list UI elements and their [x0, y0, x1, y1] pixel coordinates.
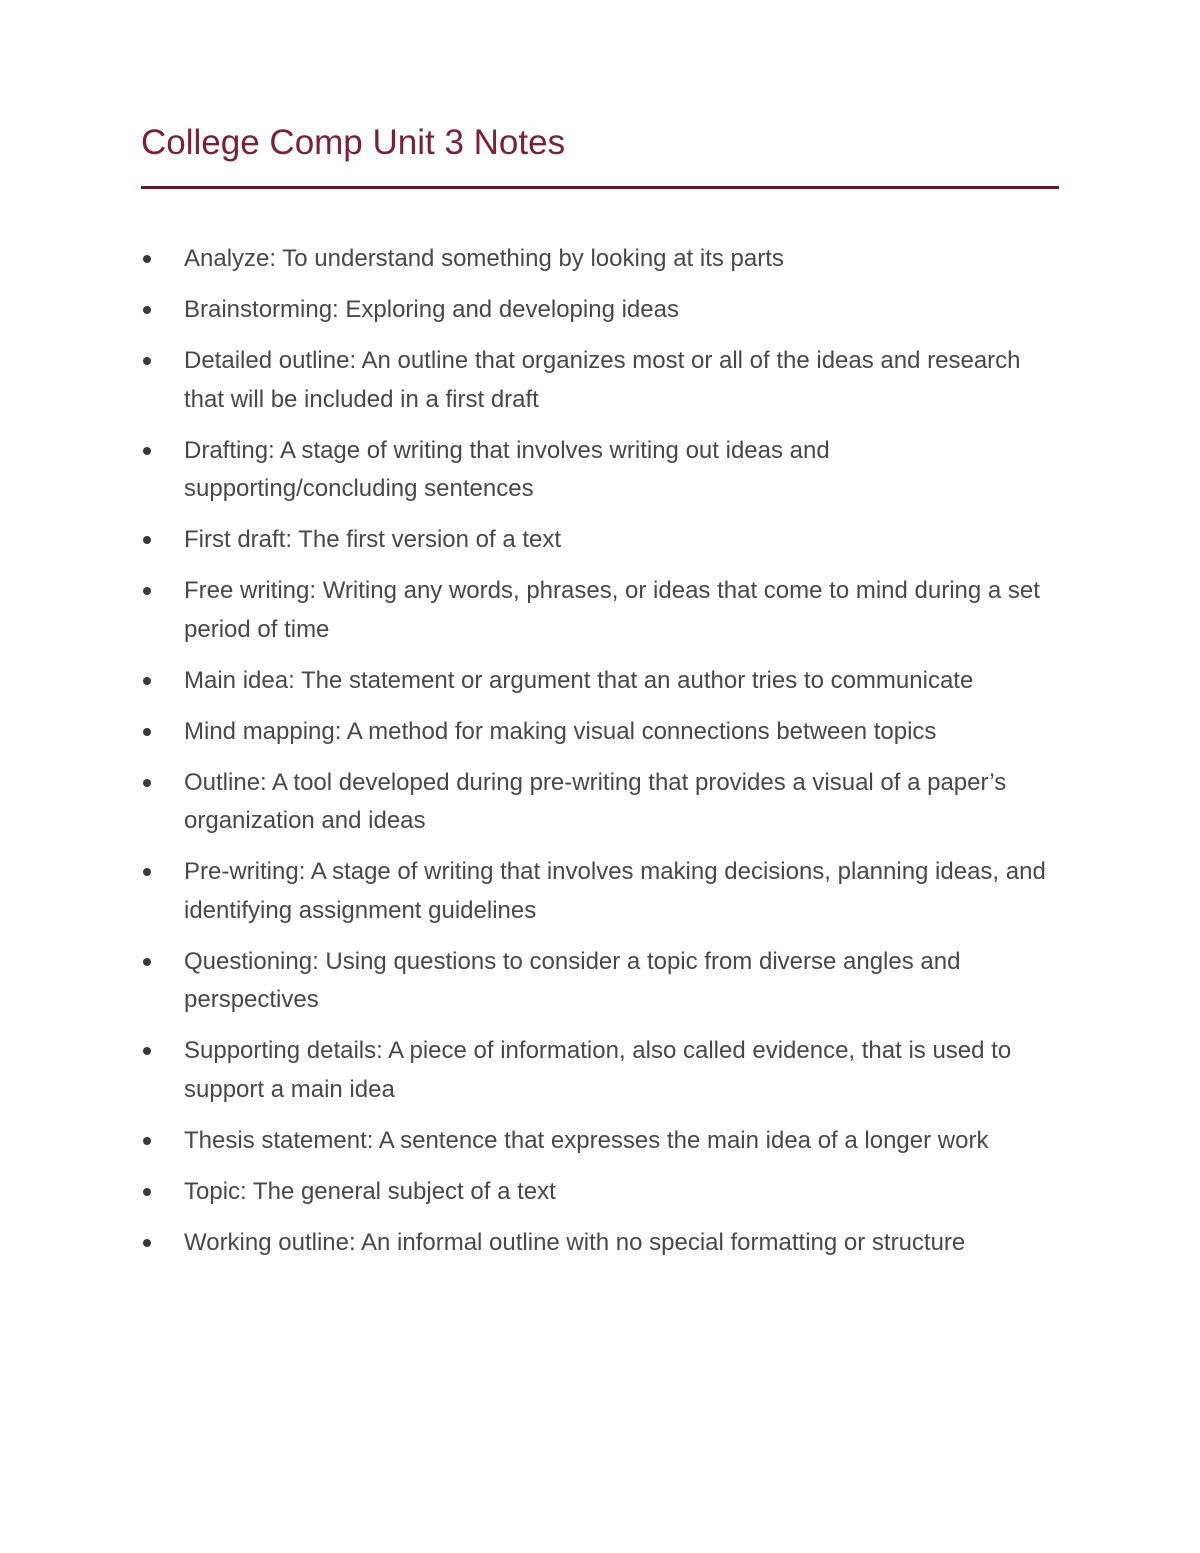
list-item-text: Analyze: To understand something by looking at its parts — [184, 245, 784, 272]
list-item-text: Supporting details: A piece of information, also called evidence, that is used to support a main idea — [184, 1037, 1012, 1103]
bullet-icon — [143, 447, 151, 455]
list-item — [141, 432, 1061, 509]
bullet-icon — [143, 1239, 151, 1247]
bullet-icon — [143, 728, 151, 736]
list-item — [141, 342, 1061, 419]
list-item-text: Questioning: Using questions to consider a topic from diverse angles and perspectives — [184, 947, 961, 1013]
bullet-icon — [143, 1137, 151, 1145]
bullet-icon — [143, 677, 151, 685]
list-item-text: Mind mapping: A method for making visual connections between topics — [184, 717, 937, 745]
list-item-text: Detailed outline: An outline that organizes most or all of the ideas and research that will be included in a first draft — [184, 347, 1021, 413]
list-item-text: First draft: The first version of a text — [184, 526, 562, 553]
list-item — [141, 521, 1061, 560]
page-title: College Comp Unit 3 Notes — [141, 123, 566, 162]
list-item — [141, 713, 1061, 752]
bullet-icon — [143, 536, 151, 544]
list-item-text: Topic: The general subject of a text — [184, 1177, 556, 1205]
list-item — [141, 1224, 1061, 1263]
list-item-text: Pre-writing: A stage of writing that involves making decisions, planning ideas, and identifying assignment guidelines — [184, 858, 1046, 924]
list-item-text: Free writing: Writing any words, phrases, or ideas that come to mind during a set period of time — [184, 577, 1040, 643]
bullet-icon — [143, 587, 151, 595]
list-item — [141, 764, 1061, 841]
bullet-icon — [143, 306, 151, 314]
bullet-icon — [143, 255, 151, 263]
list-item-text: Working outline: An informal outline with no special formatting or structure — [184, 1228, 966, 1256]
list-item — [141, 240, 1061, 279]
list-item-text: Brainstorming: Exploring and developing ideas — [184, 296, 679, 323]
list-item-text: Outline: A tool developed during pre-writing that provides a visual of a paper’s organization and ideas — [184, 768, 1007, 834]
bullet-icon — [143, 1188, 151, 1196]
title-divider — [141, 186, 1059, 189]
bullet-icon — [143, 868, 151, 876]
list-item — [141, 291, 1061, 330]
bullet-icon — [143, 779, 151, 787]
bullet-icon — [143, 958, 151, 966]
bullet-icon — [143, 1047, 151, 1055]
list-item-text: Thesis statement: A sentence that expresses the main idea of a longer work — [184, 1126, 989, 1154]
list-item — [141, 1032, 1061, 1109]
list-item-text: Main idea: The statement or argument that an author tries to communicate — [184, 666, 974, 694]
list-item — [141, 572, 1061, 649]
list-item — [141, 853, 1061, 930]
bullet-icon — [143, 357, 151, 365]
list-item — [141, 943, 1061, 1020]
list-item — [141, 1173, 1061, 1212]
list-item-text: Drafting: A stage of writing that involves writing out ideas and supporting/concluding sentences — [184, 436, 830, 502]
list-item — [141, 662, 1061, 701]
term-list — [141, 240, 1061, 1275]
list-item — [141, 1122, 1061, 1161]
